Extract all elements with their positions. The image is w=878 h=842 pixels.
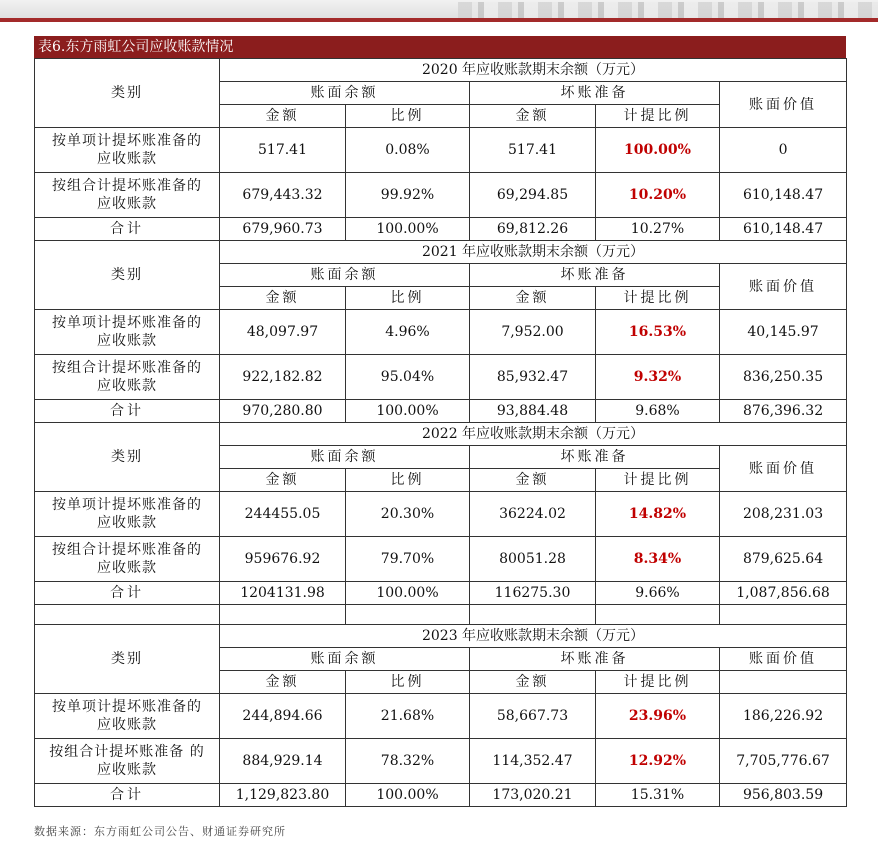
year-title: 2022 年应收账款期末余额（万元） <box>220 423 847 446</box>
cell-ratio: 100.00% <box>346 218 470 241</box>
empty-cell <box>35 605 220 625</box>
cell-provision: 100.00% <box>596 128 720 173</box>
row-label-line: 按单项计提坏账准备的 <box>52 133 202 149</box>
year-title: 2020 年应收账款期末余额（万元） <box>220 59 847 82</box>
row-label-line: 应收账款 <box>97 515 157 531</box>
receivables-table <box>34 58 847 807</box>
cell-book-value: 186,226.92 <box>720 694 847 739</box>
cell-bad-amount: 80051.28 <box>470 537 596 582</box>
cell-ratio: 99.92% <box>346 173 470 218</box>
row-label-line: 按组合计提坏账准备 的 <box>49 744 205 760</box>
cell-amount: 1,129,823.80 <box>220 784 346 807</box>
ratio-header: 比例 <box>346 105 470 128</box>
cell-provision: 15.31% <box>596 784 720 807</box>
cell-bad-amount: 116275.30 <box>470 582 596 605</box>
cell-book-value: 1,087,856.68 <box>720 582 847 605</box>
total-row <box>35 400 847 423</box>
ratio-header: 比例 <box>346 469 470 492</box>
cell-provision: 9.32% <box>596 355 720 400</box>
bad-debt-header: 坏账准备 <box>470 446 720 469</box>
row-label-line: 应收账款 <box>97 762 157 778</box>
cell-book-value: 0 <box>720 128 847 173</box>
header-decoration <box>458 2 878 18</box>
cell-book-value: 208,231.03 <box>720 492 847 537</box>
row-label-line: 应收账款 <box>97 333 157 349</box>
row-label-line: 按单项计提坏账准备的 <box>52 699 202 715</box>
empty-cell <box>596 605 720 625</box>
provision-ratio-header: 计提比例 <box>596 105 720 128</box>
cell-bad-amount: 173,020.21 <box>470 784 596 807</box>
table-row <box>35 694 847 739</box>
category-header: 类别 <box>35 625 220 694</box>
cell-bad-amount: 36224.02 <box>470 492 596 537</box>
cell-amount: 679,960.73 <box>220 218 346 241</box>
amount-header: 金额 <box>470 469 596 492</box>
row-label-line: 应收账款 <box>97 196 157 212</box>
row-label-line: 应收账款 <box>97 560 157 576</box>
amount-header: 金额 <box>220 469 346 492</box>
row-label-line: 按组合计提坏账准备的 <box>52 178 202 194</box>
cell-bad-amount: 7,952.00 <box>470 310 596 355</box>
cell-amount: 970,280.80 <box>220 400 346 423</box>
row-label-group <box>35 739 220 784</box>
cell-book-value: 40,145.97 <box>720 310 847 355</box>
table-row <box>35 537 847 582</box>
total-row <box>35 582 847 605</box>
section-2021-header <box>35 241 847 264</box>
book-value-header: 账面价值 <box>720 446 847 492</box>
cell-amount: 922,182.82 <box>220 355 346 400</box>
provision-ratio-header: 计提比例 <box>596 671 720 694</box>
cell-provision: 9.66% <box>596 582 720 605</box>
cell-amount: 884,929.14 <box>220 739 346 784</box>
total-row <box>35 218 847 241</box>
provision-ratio-header: 计提比例 <box>596 287 720 310</box>
spacer-row <box>35 605 847 625</box>
table-row <box>35 739 847 784</box>
cell-amount: 517.41 <box>220 128 346 173</box>
row-label-group <box>35 537 220 582</box>
table-title: 表6.东方雨虹公司应收账款情况 <box>34 36 846 58</box>
cell-provision: 14.82% <box>596 492 720 537</box>
category-header: 类别 <box>35 241 220 310</box>
amount-header: 金额 <box>470 105 596 128</box>
cell-provision: 12.92% <box>596 739 720 784</box>
provision-ratio-header: 计提比例 <box>596 469 720 492</box>
total-row <box>35 784 847 807</box>
cell-amount: 48,097.97 <box>220 310 346 355</box>
row-label-line: 应收账款 <box>97 151 157 167</box>
cell-ratio: 0.08% <box>346 128 470 173</box>
cell-ratio: 100.00% <box>346 582 470 605</box>
row-label-line: 应收账款 <box>97 378 157 394</box>
cell-ratio: 20.30% <box>346 492 470 537</box>
cell-amount: 1204131.98 <box>220 582 346 605</box>
row-label-line: 按组合计提坏账准备的 <box>52 542 202 558</box>
cell-provision: 10.20% <box>596 173 720 218</box>
book-balance-header: 账面余额 <box>220 648 470 671</box>
empty-cell <box>220 605 346 625</box>
cell-ratio: 79.70% <box>346 537 470 582</box>
category-header: 类别 <box>35 59 220 128</box>
row-label-group <box>35 173 220 218</box>
book-balance-header: 账面余额 <box>220 264 470 287</box>
section-2020-header <box>35 59 847 82</box>
cell-book-value: 610,148.47 <box>720 218 847 241</box>
year-title: 2021 年应收账款期末余额（万元） <box>220 241 847 264</box>
table-row <box>35 128 847 173</box>
empty-cell <box>470 605 596 625</box>
cell-amount: 244455.05 <box>220 492 346 537</box>
table-row <box>35 310 847 355</box>
row-label-line: 应收账款 <box>97 717 157 733</box>
row-label-total: 合计 <box>35 582 220 605</box>
cell-ratio: 95.04% <box>346 355 470 400</box>
amount-header: 金额 <box>470 671 596 694</box>
cell-ratio: 78.32% <box>346 739 470 784</box>
table-row <box>35 173 847 218</box>
year-title: 2023 年应收账款期末余额（万元） <box>220 625 847 648</box>
table-row <box>35 492 847 537</box>
cell-ratio: 100.00% <box>346 400 470 423</box>
cell-amount: 679,443.32 <box>220 173 346 218</box>
cell-provision: 16.53% <box>596 310 720 355</box>
cell-amount: 959676.92 <box>220 537 346 582</box>
book-value-header: 账面价值 <box>720 82 847 128</box>
ratio-header: 比例 <box>346 671 470 694</box>
cell-book-value: 879,625.64 <box>720 537 847 582</box>
section-2022-header <box>35 423 847 446</box>
bad-debt-header: 坏账准备 <box>470 648 720 671</box>
book-balance-header: 账面余额 <box>220 82 470 105</box>
row-label-group <box>35 355 220 400</box>
cell-book-value: 956,803.59 <box>720 784 847 807</box>
book-balance-header: 账面余额 <box>220 446 470 469</box>
cell-book-value: 610,148.47 <box>720 173 847 218</box>
cell-book-value: 7,705,776.67 <box>720 739 847 784</box>
cell-provision: 8.34% <box>596 537 720 582</box>
cell-book-value: 836,250.35 <box>720 355 847 400</box>
cell-amount: 244,894.66 <box>220 694 346 739</box>
row-label-individual <box>35 310 220 355</box>
cell-bad-amount: 69,812.26 <box>470 218 596 241</box>
bad-debt-header: 坏账准备 <box>470 82 720 105</box>
row-label-individual <box>35 128 220 173</box>
book-value-header: 账面价值 <box>720 264 847 310</box>
cell-bad-amount: 69,294.85 <box>470 173 596 218</box>
empty-cell <box>720 671 847 694</box>
row-label-total: 合计 <box>35 218 220 241</box>
row-label-line: 按单项计提坏账准备的 <box>52 315 202 331</box>
cell-ratio: 4.96% <box>346 310 470 355</box>
row-label-individual <box>35 694 220 739</box>
amount-header: 金额 <box>470 287 596 310</box>
bad-debt-header: 坏账准备 <box>470 264 720 287</box>
category-header: 类别 <box>35 423 220 492</box>
header-divider <box>0 18 878 22</box>
row-label-line: 按组合计提坏账准备的 <box>52 360 202 376</box>
amount-header: 金额 <box>220 671 346 694</box>
cell-provision: 23.96% <box>596 694 720 739</box>
cell-bad-amount: 93,884.48 <box>470 400 596 423</box>
cell-provision: 10.27% <box>596 218 720 241</box>
row-label-line: 按单项计提坏账准备的 <box>52 497 202 513</box>
amount-header: 金额 <box>220 287 346 310</box>
cell-provision: 9.68% <box>596 400 720 423</box>
row-label-total: 合计 <box>35 784 220 807</box>
book-value-header: 账面价值 <box>720 648 847 671</box>
row-label-total: 合计 <box>35 400 220 423</box>
section-2023-header <box>35 625 847 648</box>
ratio-header: 比例 <box>346 287 470 310</box>
cell-bad-amount: 517.41 <box>470 128 596 173</box>
cell-bad-amount: 58,667.73 <box>470 694 596 739</box>
table-row <box>35 355 847 400</box>
cell-book-value: 876,396.32 <box>720 400 847 423</box>
cell-bad-amount: 114,352.47 <box>470 739 596 784</box>
empty-cell <box>346 605 470 625</box>
cell-ratio: 21.68% <box>346 694 470 739</box>
data-source-note: 数据来源：东方雨虹公司公告、财通证券研究所 <box>34 825 286 838</box>
cell-ratio: 100.00% <box>346 784 470 807</box>
empty-cell <box>720 605 847 625</box>
cell-bad-amount: 85,932.47 <box>470 355 596 400</box>
row-label-individual <box>35 492 220 537</box>
amount-header: 金额 <box>220 105 346 128</box>
